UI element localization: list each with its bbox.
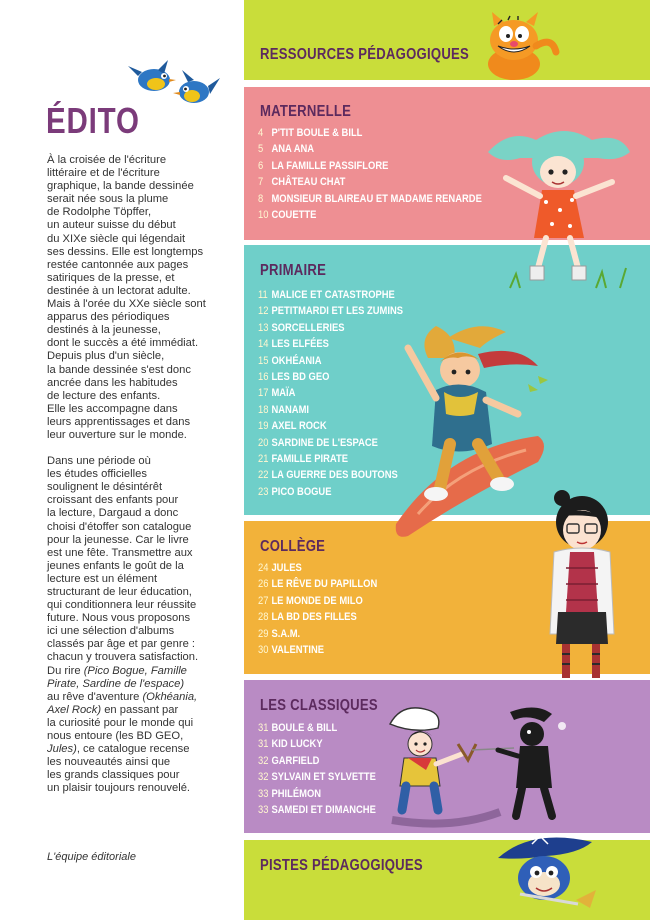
toc-item[interactable] (258, 467, 403, 483)
blue-birds-illustration (126, 56, 222, 114)
toc-item[interactable] (258, 786, 376, 802)
edito-title: ÉDITO (46, 100, 140, 141)
couette-girl-illustration (480, 118, 640, 294)
edito-line: croissant des enfants pour (47, 494, 179, 507)
toc-item[interactable] (258, 158, 482, 174)
edito-line: apparus des périodiques (47, 311, 170, 324)
edito-line: du XIXe siècle qui légendait (47, 232, 186, 245)
page-number: 16 (258, 370, 269, 383)
edito-paragraph-1 (47, 154, 207, 442)
album-title: MONSIEUR BLAIREAU ET MADAME RENARDE (271, 192, 482, 205)
toc-item[interactable] (258, 385, 403, 401)
album-title: OKHÉANIA (271, 354, 322, 367)
page-number: 31 (258, 722, 269, 734)
toc-item[interactable] (258, 336, 403, 352)
toc-item[interactable] (258, 402, 403, 418)
toc-item[interactable] (258, 174, 482, 190)
album-title: PICO BOGUE (271, 485, 332, 498)
edito-line: Elle les accompagne dans (47, 402, 178, 415)
toc-item[interactable] (258, 642, 377, 658)
page-number: 24 (258, 562, 269, 574)
edito-line: , ce catalogue recense (76, 743, 190, 756)
page-number: 27 (258, 594, 269, 607)
album-title: LA FAMILLE PASSIFLORE (271, 159, 389, 172)
edito-line: graphique, la bande dessinée (47, 180, 194, 193)
page-number: 10 (258, 208, 269, 221)
album-title: LES BD GEO (271, 370, 330, 383)
page-number: 33 (258, 803, 269, 816)
toc-item[interactable] (258, 287, 403, 303)
page-number: 17 (258, 387, 269, 400)
page-number: 21 (258, 452, 269, 465)
album-title: AXEL ROCK (271, 420, 327, 433)
album-title: COUETTE (271, 208, 317, 221)
page-number: 14 (258, 338, 269, 351)
edito-line: les études officielles (47, 468, 147, 481)
edito-line: destinée à un lectorat adulte. (47, 284, 191, 297)
album-title: LA BD DES FILLES (271, 611, 357, 624)
toc-item[interactable] (258, 576, 377, 592)
album-title: SARDINE DE L'ESPACE (271, 436, 378, 449)
bird-left (128, 60, 176, 91)
album-title: SAMEDI ET DIMANCHE (271, 803, 376, 816)
album-title: LE RÊVE DU PAPILLON (271, 578, 378, 591)
album-title: CHÂTEAU CHAT (271, 176, 346, 189)
toc-item[interactable] (258, 207, 482, 223)
edito-line: classés par âge et par genre : (47, 638, 196, 651)
edito-line: de lecture des enfants. (47, 389, 161, 402)
classiques-list (258, 720, 398, 818)
page-number: 8 (258, 192, 264, 205)
edito-line: ancrée dans les habitudes (47, 376, 178, 389)
page-number: 32 (258, 771, 269, 784)
okheania-boy-illustration (388, 318, 558, 542)
toc-item[interactable] (258, 560, 377, 576)
edito-line: de Rodolphe Töpffer, (47, 206, 152, 219)
edito-line: la curiosité pour le monde qui (47, 716, 194, 729)
album-title: LES ELFÉES (271, 338, 329, 351)
toc-item[interactable] (258, 753, 376, 769)
edito-line: un plaisir toujours renouvelé. (47, 782, 191, 795)
page-number: 22 (258, 469, 269, 482)
toc-item[interactable] (258, 626, 377, 642)
page-number: 29 (258, 627, 269, 640)
page-number: 30 (258, 643, 269, 656)
edito-line: chacun y trouvera satisfaction. (47, 651, 199, 664)
page-number: 31 (258, 738, 269, 751)
page-number: 20 (258, 436, 269, 449)
edito-line: la bande dessinée s'est donc (47, 363, 191, 376)
album-title: PETITMARDI ET LES ZUMINS (271, 305, 404, 318)
edito-line: pour la jeunesse. Car le livre (47, 533, 189, 546)
page-number: 33 (258, 787, 269, 800)
edito-line-italic: Axel Rock) (47, 703, 102, 716)
edito-line: satiriques de la presse, et (47, 271, 175, 284)
section-title-pistes[interactable]: PISTES PÉDAGOGIQUES (260, 857, 423, 874)
toc-item[interactable] (258, 353, 403, 369)
page-number: 28 (258, 611, 269, 624)
edito-line: soulignent le désintérêt (47, 481, 163, 494)
edito-line-italic: (Okhéania, (142, 690, 198, 703)
album-title: S.A.M. (271, 627, 301, 640)
jules-girl-illustration (536, 488, 626, 680)
page-number: 11 (258, 289, 268, 301)
edito-line: structurant de leur éducation, (47, 586, 192, 598)
toc-item[interactable] (258, 609, 377, 625)
toc-item[interactable] (258, 736, 376, 752)
album-title: SYLVAIN ET SYLVETTE (271, 771, 376, 784)
section-title-college[interactable]: COLLÈGE (260, 538, 326, 555)
edito-line: Depuis plus d'un siècle, (47, 350, 165, 363)
toc-item[interactable] (258, 191, 482, 207)
edito-signature: L'équipe éditoriale (47, 851, 136, 863)
edito-line-italic: Pirate, Sardine de l'espace) (47, 677, 185, 690)
kid-lucky-illustration (382, 700, 582, 828)
section-ressources-pedagogiques (244, 0, 650, 80)
section-title-primaire[interactable]: PRIMAIRE (260, 262, 327, 279)
album-title: JULES (271, 562, 302, 574)
edito-body (47, 154, 207, 809)
album-title: MAÏA (271, 387, 296, 400)
garfield-illustration (468, 6, 564, 82)
toc-item[interactable] (258, 369, 403, 385)
edito-line: est une fête. Transmettre aux (47, 546, 193, 559)
toc-item[interactable] (258, 451, 403, 467)
page-number: 7 (258, 176, 264, 189)
album-title: ANA ANA (271, 143, 315, 156)
toc-item[interactable] (258, 320, 403, 336)
page-number: 19 (258, 420, 269, 433)
edito-line: au rêve d'aventure (47, 690, 143, 703)
edito-line: À la croisée de l'écriture (47, 154, 167, 166)
edito-line: leurs apprentissages et dans (47, 415, 191, 428)
album-title: MALICE ET CATASTROPHE (271, 289, 395, 301)
page-number: 5 (258, 143, 264, 156)
page-number: 4 (258, 127, 264, 139)
album-title: KID LUCKY (271, 738, 323, 751)
edito-line-italic: Jules) (47, 743, 77, 756)
edito-line: restée cantonnée aux pages (47, 258, 189, 271)
toc-item[interactable] (258, 484, 403, 500)
table-of-contents (244, 0, 650, 920)
edito-line: Dans une période où (47, 455, 151, 468)
edito-line: Du rire (47, 664, 84, 677)
album-title: FAMILLE PIRATE (271, 452, 349, 465)
college-list (258, 560, 400, 658)
page-number: 26 (258, 578, 269, 591)
toc-item[interactable] (258, 769, 376, 785)
toc-item[interactable] (258, 720, 376, 736)
edito-line: en passant par (101, 703, 179, 716)
section-title-classiques[interactable]: LES CLASSIQUES (260, 697, 378, 714)
edito-line: ses dessins. Elle est longtemps (47, 245, 204, 258)
toc-item[interactable] (258, 593, 377, 609)
edito-line: un auteur suisse du début (47, 219, 176, 232)
album-title: PHILÉMON (271, 787, 322, 800)
edito-line: dont le succès a été immédiat. (47, 337, 199, 350)
page-number: 12 (258, 305, 269, 318)
toc-item[interactable] (258, 141, 482, 157)
edito-line: leur ouverture sur le monde. (47, 428, 187, 441)
toc-item[interactable] (258, 435, 403, 451)
page-number: 6 (258, 159, 264, 172)
edito-line: lecture est un élément (47, 572, 158, 585)
edito-line-italic: (Pico Bogue, Famille (83, 664, 187, 677)
album-title: P'TIT BOULE & BILL (271, 127, 363, 139)
edito-line: la lecture, Dargaud a donc (47, 507, 179, 520)
edito-line: les grands classiques pour (47, 769, 180, 782)
section-title-maternelle[interactable]: MATERNELLE (260, 103, 352, 120)
section-title-ressources[interactable]: RESSOURCES PÉDAGOGIQUES (260, 46, 470, 63)
toc-item[interactable] (258, 802, 376, 818)
edito-line: littéraire et de l'écriture (47, 167, 160, 180)
edito-line: future. Nous vous proposons (47, 612, 191, 625)
album-title: LE MONDE DE MILO (271, 594, 363, 607)
page-number: 13 (258, 321, 269, 334)
album-title: SORCELLERIES (271, 321, 345, 334)
page-number: 23 (258, 485, 269, 498)
edito-line: les nouveautés ainsi que (47, 756, 171, 769)
edito-line: jeunes enfants le goût de la (47, 559, 184, 572)
album-title: BOULE & BILL (271, 722, 338, 734)
page-number: 18 (258, 403, 269, 416)
album-title: LA GUERRE DES BOUTONS (271, 469, 398, 482)
edito-line: destinés à la jeunesse, (47, 324, 161, 337)
album-title: GARFIELD (271, 754, 320, 767)
page-number: 32 (258, 754, 269, 767)
pirate-cat-illustration (492, 828, 602, 912)
edito-line: nous entoure (les BD GEO, (47, 730, 184, 743)
album-title: NANAMI (271, 403, 310, 416)
edito-line: serait née sous la plume (47, 193, 169, 206)
edito-line: choisi d'étoffer son catalogue (47, 520, 192, 533)
album-title: VALENTINE (271, 643, 325, 656)
toc-item[interactable] (258, 303, 403, 319)
edito-paragraph-2 (47, 455, 207, 795)
edito-line: ici une sélection d'albums (47, 625, 175, 638)
bird-right (173, 70, 220, 103)
edito-line: Mais à l'orée du XXe siècle sont (47, 298, 206, 311)
edito-line: qui conditionnera leur réussite (47, 599, 197, 612)
toc-item[interactable] (258, 418, 403, 434)
page-number: 15 (258, 354, 269, 367)
toc-item[interactable] (258, 125, 482, 141)
